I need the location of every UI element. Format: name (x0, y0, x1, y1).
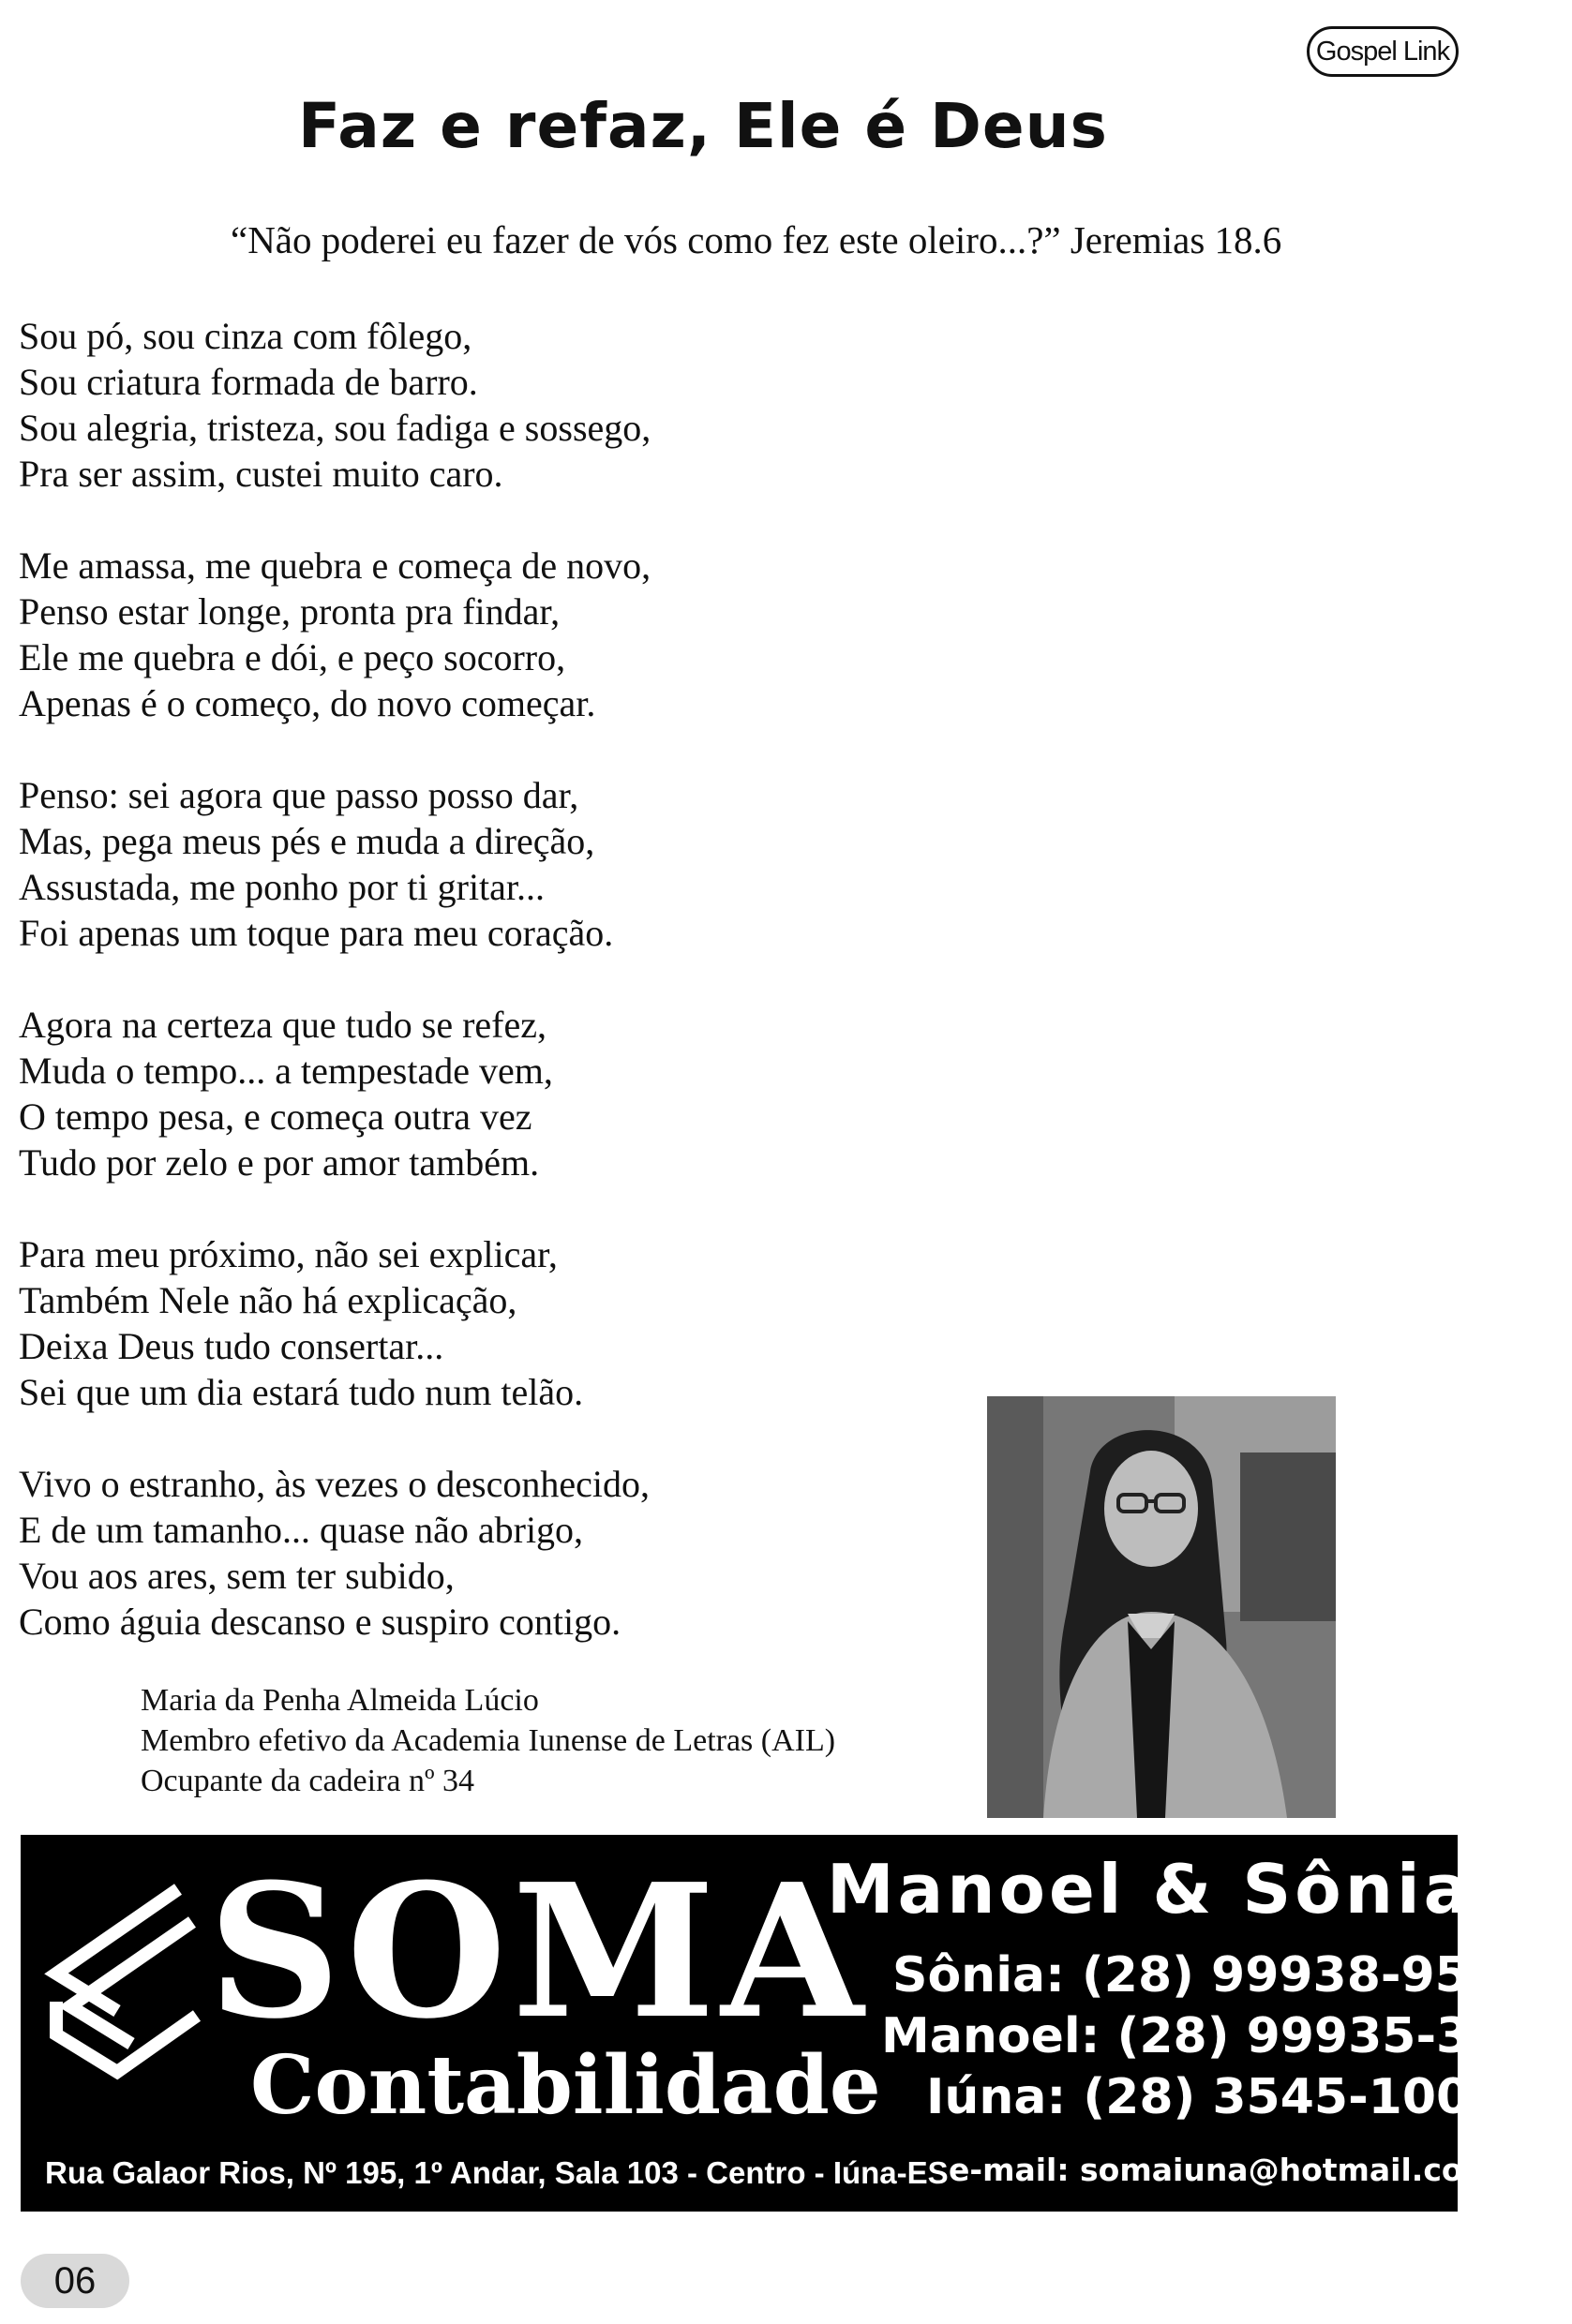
soma-advertisement (21, 1835, 1572, 2212)
phone-iuna: Iúna: (28) 3545-1001 (926, 2069, 1505, 2125)
stanza (19, 313, 956, 497)
poem-line: Ele me quebra e dói, e peço socorro, (19, 636, 566, 678)
author-chair: Ocupante da cadeira nº 34 (141, 1764, 475, 1798)
page-number: 06 (21, 2254, 129, 2308)
poem-line: Deixa Deus tudo consertar... (19, 1325, 444, 1367)
ad-email: e-mail: somaiuna@hotmail.com (949, 2152, 1495, 2188)
poem-line: Tudo por zelo e por amor também. (19, 1141, 540, 1184)
poem-line: Sou criatura formada de barro. (19, 361, 478, 403)
poem-line: E de um tamanho... quase não abrigo, (19, 1509, 584, 1551)
poem-line: Mas, pega meus pés e muda a direção, (19, 820, 595, 862)
soma-subtitle: Contabilidade (250, 2038, 881, 2133)
poem-line: Apenas é o começo, do novo começar. (19, 682, 596, 724)
soma-brand: SOMA (208, 1844, 870, 2060)
author-photo (987, 1396, 1336, 1818)
stanza (19, 1231, 956, 1415)
poem-line: Vou aos ares, sem ter subido, (19, 1555, 455, 1597)
poem-line: Vivo o estranho, às vezes o desconhecido, (19, 1463, 650, 1505)
poem-line: Assustada, me ponho por ti gritar... (19, 866, 546, 908)
author-signature (141, 1680, 835, 1801)
soma-logo-icon (28, 1870, 206, 2077)
poem-line: Muda o tempo... a tempestade vem, (19, 1050, 553, 1092)
stanza (19, 1002, 956, 1185)
poem-line: Para meu próximo, não sei explicar, (19, 1233, 558, 1275)
stanza (19, 772, 956, 956)
poem-line: Pra ser assim, custei muito caro. (19, 453, 503, 495)
poem-line: Sei que um dia estará tudo num telão. (19, 1371, 584, 1413)
gospel-link-badge: Gospel Link (1307, 26, 1459, 77)
poem-line: Foi apenas um toque para meu coração. (19, 912, 614, 954)
poem-line: Como águia descanso e suspiro contigo. (19, 1601, 621, 1643)
poem-line: Sou alegria, tristeza, sou fadiga e sossego, (19, 407, 651, 449)
phone-manoel: Manoel: (28) 99935-3158 (881, 2008, 1572, 2064)
stanza (19, 543, 956, 726)
poem-line: O tempo pesa, e começa outra vez (19, 1095, 532, 1138)
author-photo-illustration (987, 1396, 1336, 1818)
phone-sonia: Sônia: (28) 99938-9554 (892, 1947, 1537, 2004)
poem-line: Sou pó, sou cinza com fôlego, (19, 315, 472, 357)
ad-owner-names: Manoel & Sônia (827, 1850, 1474, 1929)
poem (19, 313, 956, 1691)
epigraph: “Não poderei eu fazer de vós como fez este oleiro...?” Jeremias 18.6 (231, 218, 1282, 261)
poem-line: Agora na certeza que tudo se refez, (19, 1004, 547, 1046)
author-affiliation: Membro efetivo da Academia Iunense de Letras (AIL) (141, 1723, 836, 1758)
poem-line: Penso: sei agora que passo posso dar, (19, 774, 579, 816)
stanza (19, 1461, 956, 1645)
article-title: Faz e refaz, Ele é Deus (298, 90, 1108, 162)
poem-line: Também Nele não há explicação, (19, 1279, 517, 1321)
author-name: Maria da Penha Almeida Lúcio (141, 1683, 539, 1718)
poem-line: Me amassa, me quebra e começa de novo, (19, 544, 651, 587)
poem-line: Penso estar longe, pronta pra findar, (19, 590, 561, 633)
ad-address: Rua Galaor Rios, Nº 195, 1º Andar, Sala 103 - Centro - Iúna-ES (45, 2155, 949, 2190)
